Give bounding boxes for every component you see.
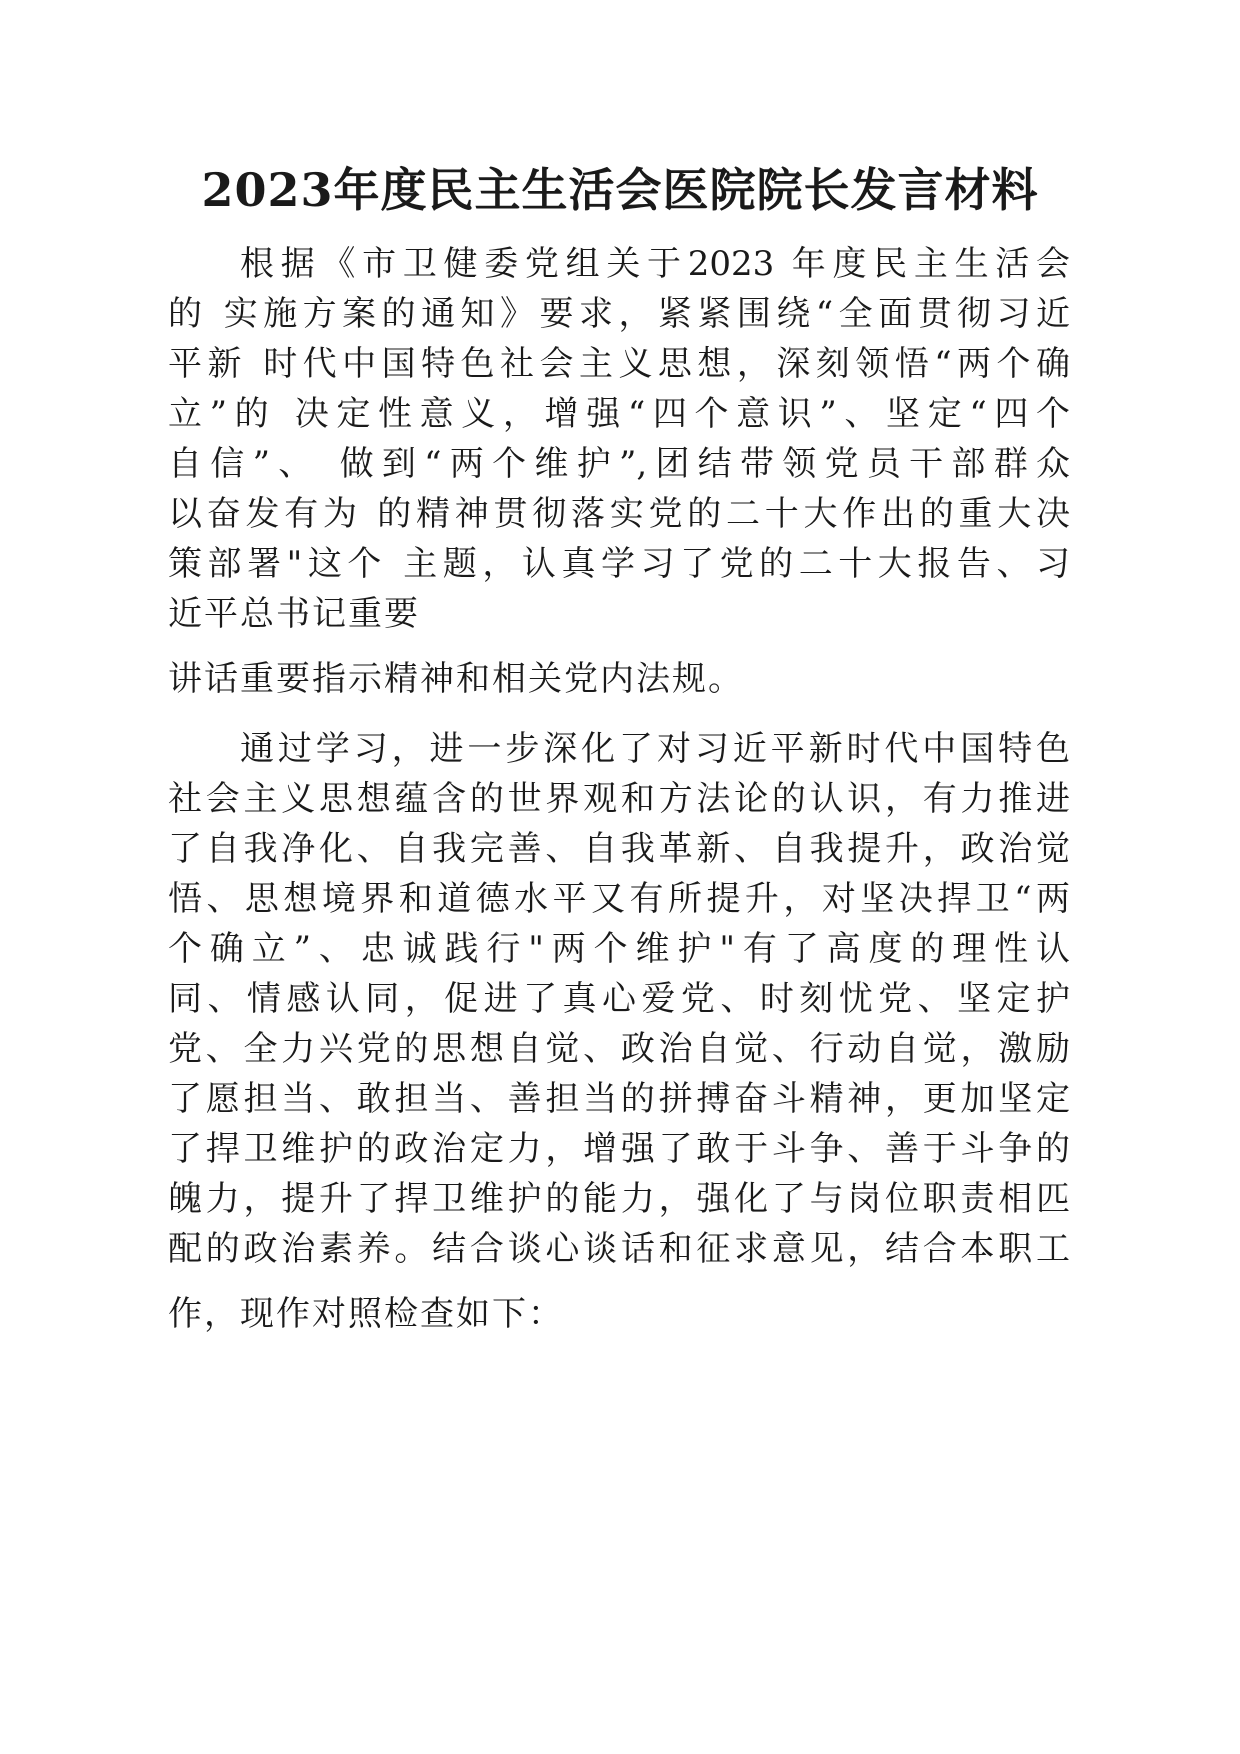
paragraph-line: 了捍卫维护的政治定力，增强了敢于斗争、善于斗争的 — [168, 1129, 1070, 1169]
paragraph-line: 的 实施方案的通知》要求，紧紧围绕“全面贯彻习近 — [168, 294, 1070, 334]
paragraph-line: 自信”、 做到“两个维护”,团结带领党员干部群众 — [168, 444, 1070, 484]
paragraph-line: 个确立”、忠诚践行"两个维护"有了高度的理性认 — [168, 929, 1070, 969]
paragraph-line: 魄力，提升了捍卫维护的能力，强化了与岗位职责相匹 — [168, 1179, 1070, 1219]
document-title: 2023年度民主生活会医院院长发言材料 — [201, 163, 1039, 217]
paragraph-line: 了愿担当、敢担当、善担当的拼搏奋斗精神，更加坚定 — [168, 1079, 1070, 1119]
paragraph-line: 策部署"这个 主题，认真学习了党的二十大报告、习 — [168, 544, 1070, 584]
paragraph-line: 社会主义思想蕴含的世界观和方法论的认识，有力推进 — [168, 779, 1070, 819]
paragraph-line: 同、情感认同，促进了真心爱党、时刻忧党、坚定护 — [168, 979, 1070, 1019]
paragraph-line: 近平总书记重要 — [168, 594, 420, 634]
paragraph-line: 作，现作对照检查如下： — [168, 1294, 564, 1334]
paragraph-line: 了自我净化、自我完善、自我革新、自我提升，政治觉 — [168, 829, 1070, 869]
paragraph-line: 悟、思想境界和道德水平又有所提升，对坚决捍卫“两 — [168, 879, 1070, 919]
paragraph-line: 配的政治素养。结合谈心谈话和征求意见，结合本职工 — [168, 1229, 1070, 1269]
paragraph-line: 以奋发有为 的精神贯彻落实党的二十大作出的重大决 — [168, 494, 1070, 534]
paragraph-line: 通过学习，进一步深化了对习近平新时代中国特色 — [240, 729, 1070, 769]
paragraph-line: 党、全力兴党的思想自觉、政治自觉、行动自觉，激励 — [168, 1029, 1070, 1069]
paragraph-line: 平新 时代中国特色社会主义思想，深刻领悟“两个确 — [168, 344, 1070, 384]
paragraph-line: 立”的 决定性意义，增强“四个意识”、坚定“四个 — [168, 394, 1070, 434]
paragraph-line: 讲话重要指示精神和相关党内法规。 — [168, 659, 744, 699]
paragraph-line: 根据《市卫健委党组关于2023 年度民主生活会 — [240, 244, 1070, 284]
